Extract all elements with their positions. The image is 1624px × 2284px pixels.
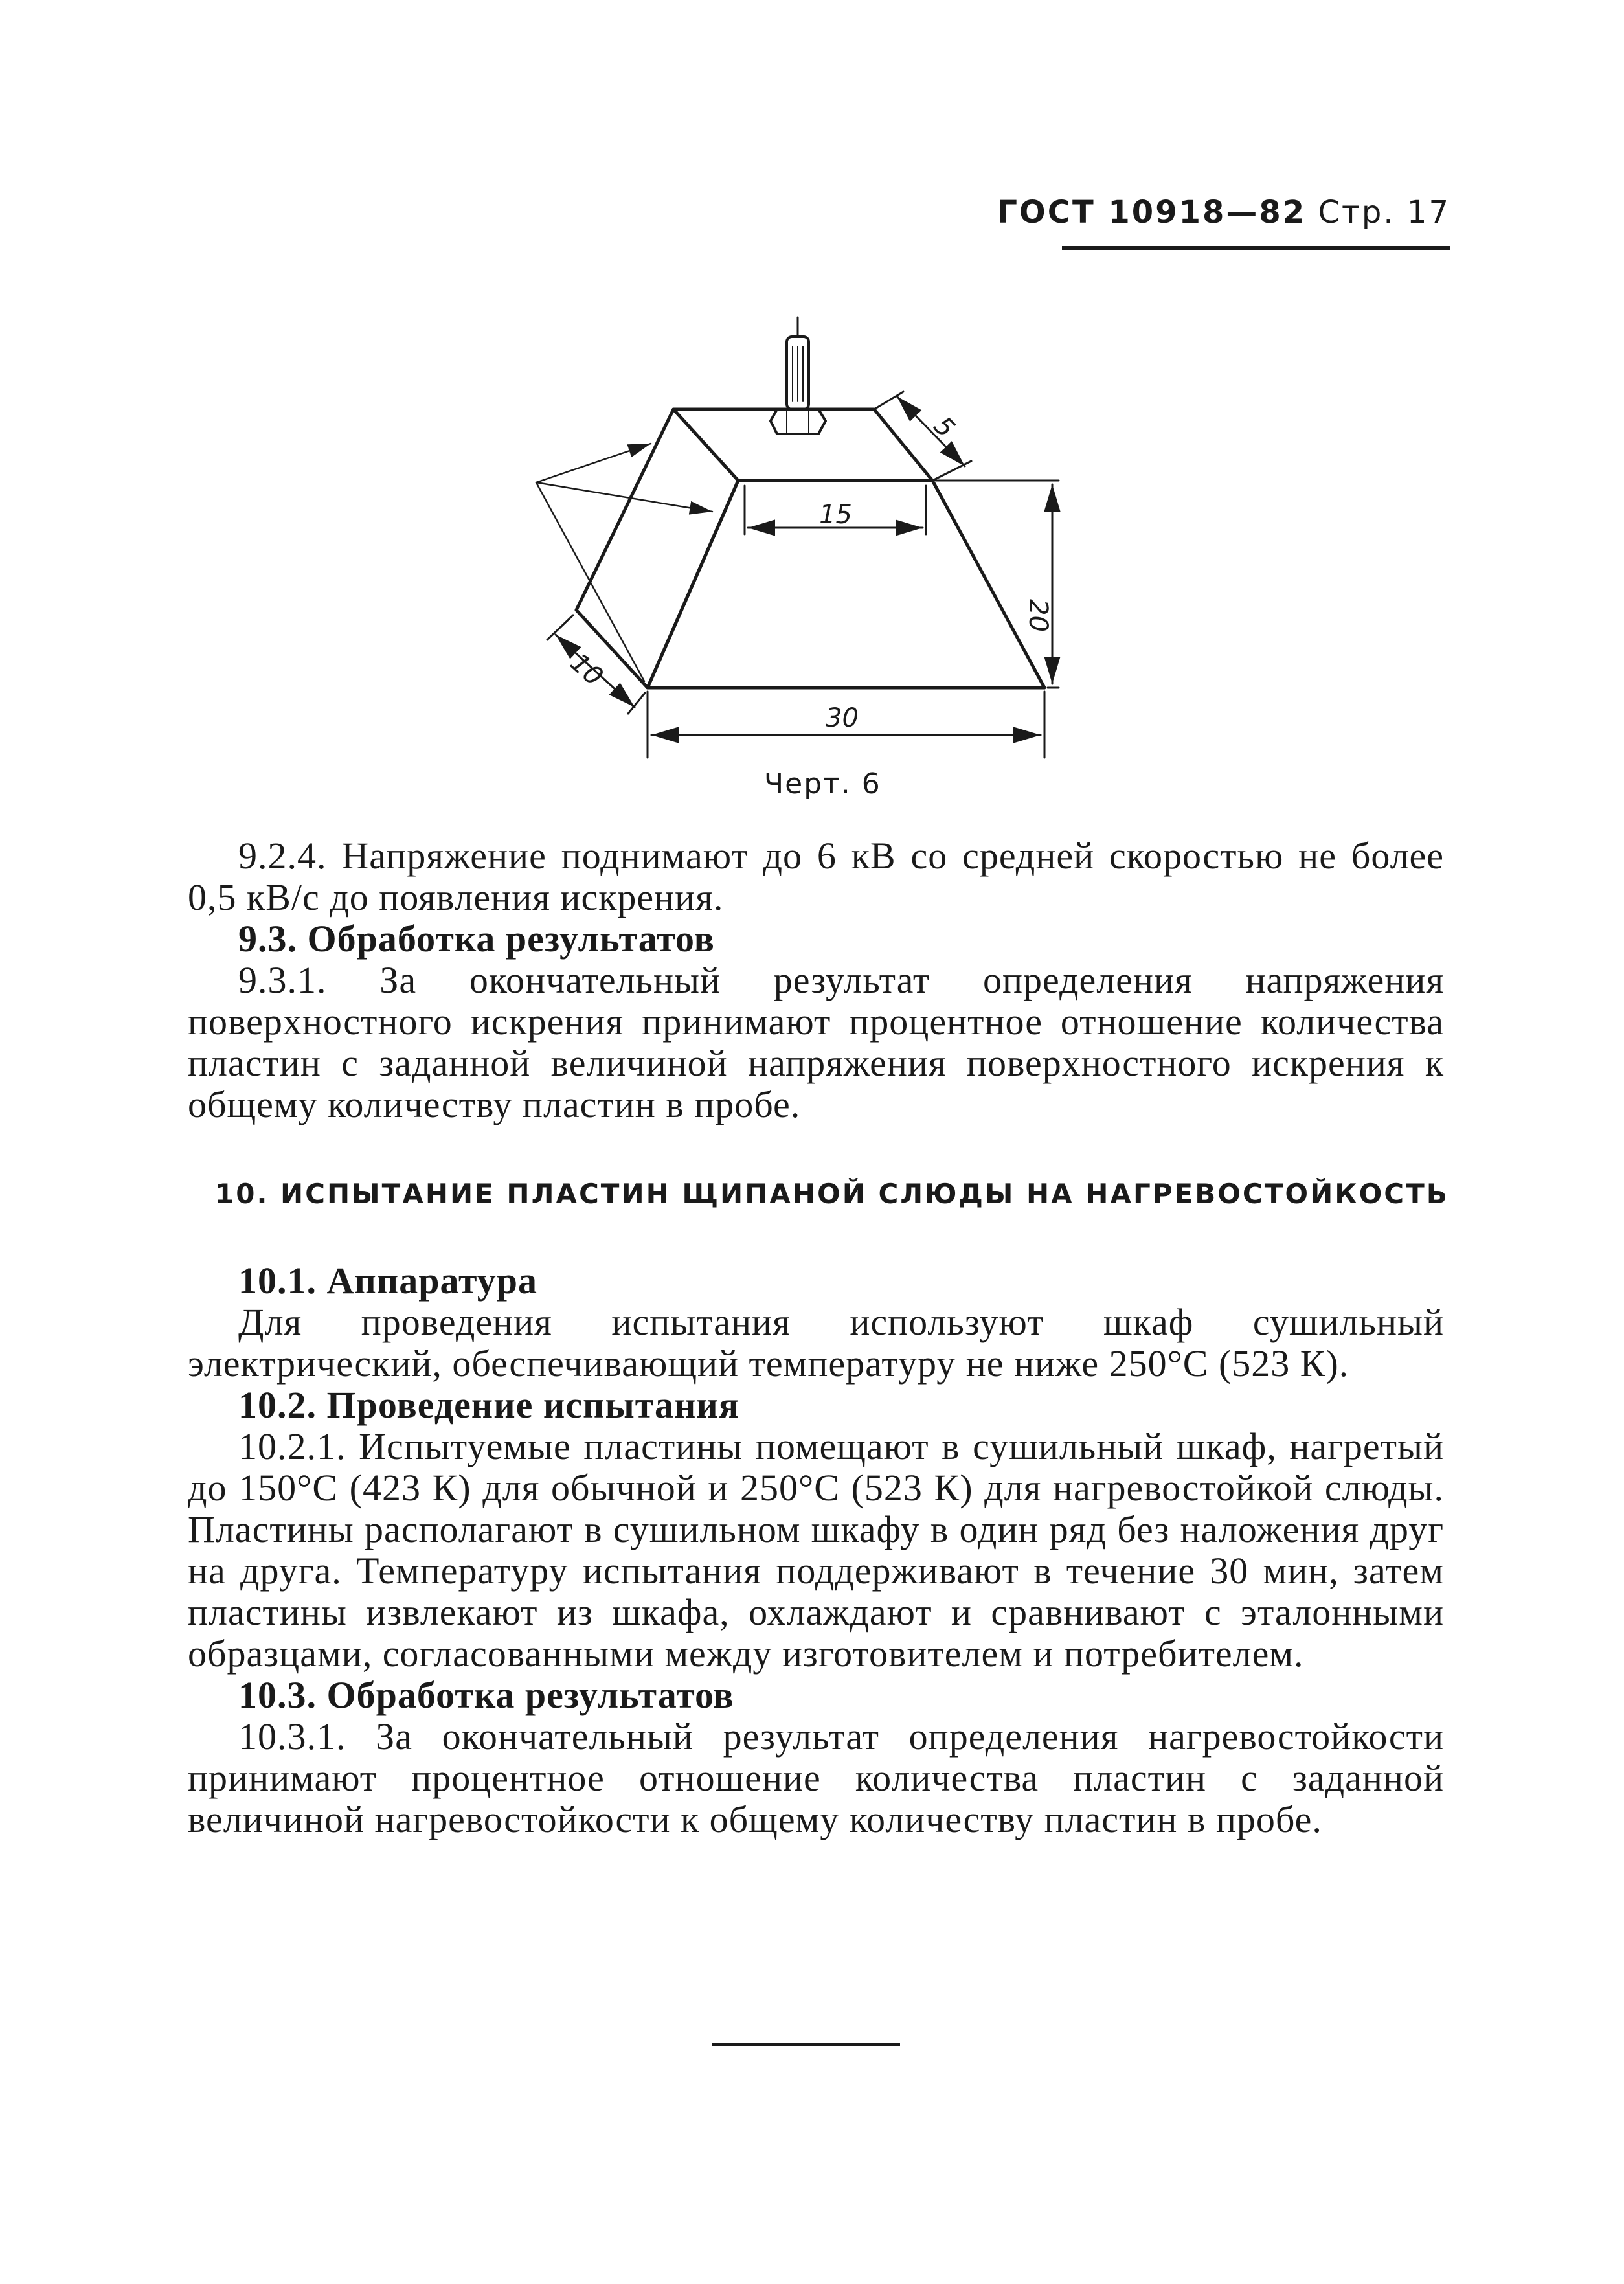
header-text <box>997 194 1450 231</box>
heading-10-1: 10.1. Аппаратура <box>238 1260 537 1302</box>
section-10-title: 10. ИСПЫТАНИЕ ПЛАСТИН ЩИПАНОЙ СЛЮДЫ НА НАГРЕВОСТОЙКОСТЬ <box>215 1178 1449 1210</box>
document-body <box>188 835 1449 1840</box>
heading-10-2: 10.2. Проведение испытания <box>238 1384 740 1426</box>
standard-number: ГОСТ 10918—82 <box>997 194 1307 231</box>
page-header <box>997 194 1450 250</box>
page-number: Стр. 17 <box>1318 194 1450 231</box>
paragraph-9-2-4: 9.2.4. Напряжение поднимают до 6 кВ со средней скоростью не более 0,5 кВ/с до появления искрения. <box>188 835 1444 918</box>
dim-label-height: 20 <box>1023 599 1053 632</box>
electrode-drawing-svg <box>531 311 1088 764</box>
stud-icon <box>771 317 826 434</box>
dim-label-bottom: 30 <box>826 703 859 733</box>
electrode-drawing <box>531 311 1088 764</box>
dim-label-thickness: 10 <box>564 648 609 692</box>
paragraph-10-2-1: 10.2.1. Испытуемые пластины помещают в сушильный шкаф, нагретый до 150°С (423 К) для обычной и 250°С (523 К) для нагревостойкой слюды. Пластины располагают в сушильном шкафу в один ряд без наложения друг на друга. Температуру испытания поддерживают в течение 30 мин, затем пластины извлекают из шкафа, охлаждают и сравнивают с эталонными образцами, согласованными между изготовителем и потребителем. <box>188 1425 1444 1675</box>
dim-height <box>936 481 1059 688</box>
heading-10-3: 10.3. Обработка результатов <box>238 1674 734 1716</box>
dim-label-side: 5 <box>927 411 961 444</box>
heading-9-3: 9.3. Обработка результатов <box>238 918 715 960</box>
paragraph-10-3-1: 10.3.1. За окончательный результат определения нагревостойкости принимают процентное отношение количества пластин с заданной величиной нагревостойкости к общему количеству пластин в пробе. <box>188 1715 1444 1840</box>
paragraph-10-1: Для проведения испытания используют шкаф сушильный электрический, обеспечивающий температуру не ниже 250°С (523 К). <box>188 1301 1444 1385</box>
paragraph-9-3-1: 9.3.1. За окончательный результат определения напряжения поверхностного искрения принимают процентное отношение количества пластин с заданной величиной напряжения поверхностного искрения к общему количеству пластин в пробе. <box>188 959 1444 1125</box>
leader-lines <box>536 444 712 681</box>
figure-caption: Черт. 6 <box>764 767 881 800</box>
end-rule <box>712 2043 900 2046</box>
trapezoid-body <box>576 409 1044 688</box>
dim-label-top: 15 <box>819 500 852 530</box>
